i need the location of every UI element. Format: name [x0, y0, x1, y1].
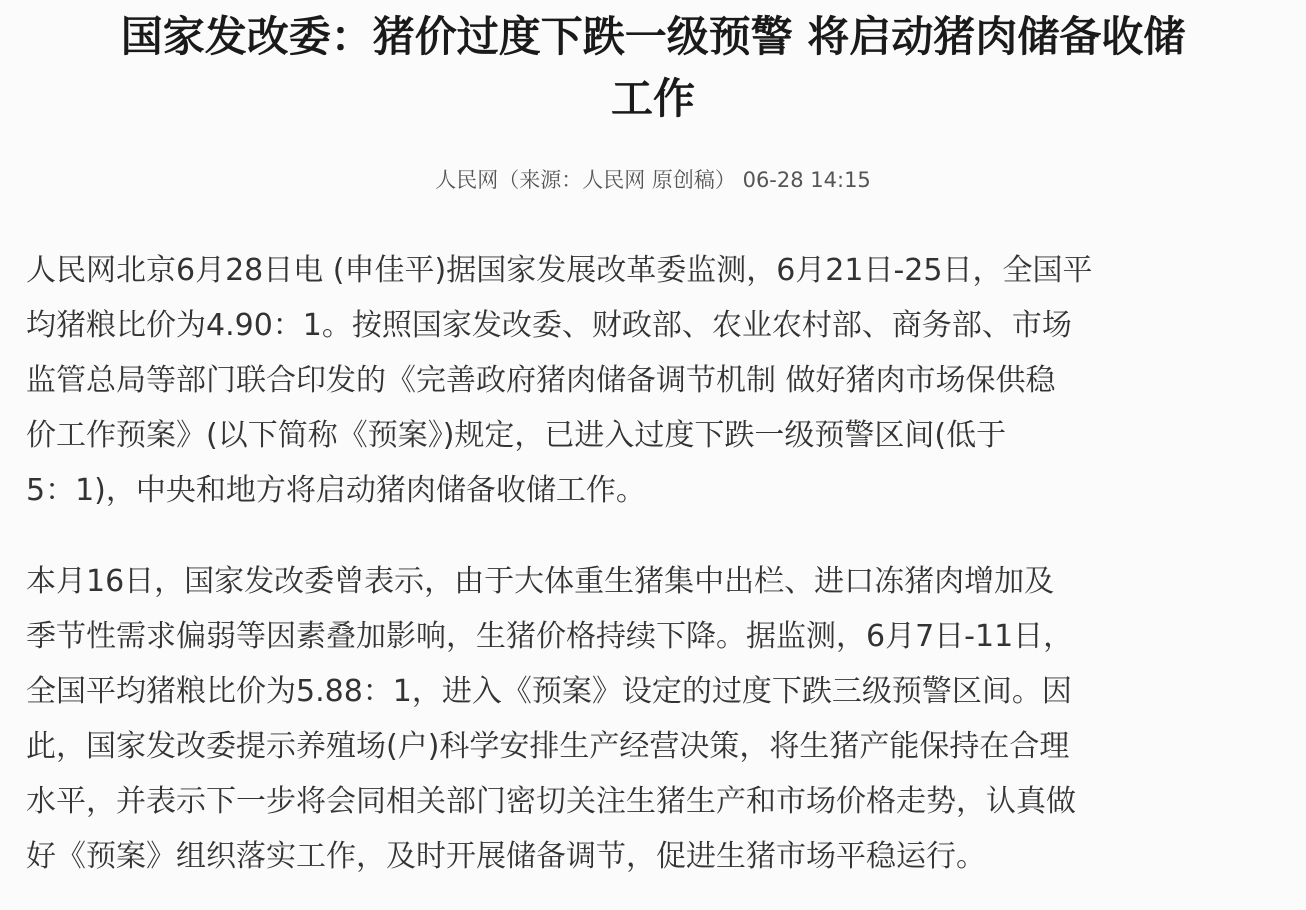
paragraph-line: 水平，并表示下一步将会同相关部门密切关注生猪生产和市场价格走势，认真做	[26, 784, 1076, 819]
meta-time: 06-28 14:15	[742, 168, 871, 192]
meta-origin: （来源：人民网 原创稿）	[498, 168, 736, 192]
article-paragraph	[26, 554, 1288, 884]
article-title	[40, 6, 1266, 130]
paragraph-line: 监管总局等部门联合印发的《完善政府猪肉储备调节机制 做好猪肉市场保供稳	[26, 363, 1056, 398]
article-title-line: 国家发改委：猪价过度下跌一级预警 将启动猪肉储备收储	[120, 12, 1186, 61]
article-meta	[0, 164, 1306, 196]
paragraph-line: 此，国家发改委提示养殖场(户)科学安排生产经营决策，将生猪产能保持在合理	[26, 729, 1070, 764]
paragraph-line: 全国平均猪粮比价为5.88：1，进入《预案》设定的过度下跌三级预警区间。因	[26, 674, 1072, 709]
paragraph-line: 人民网北京6月28日电 (申佳平)据国家发展改革委监测，6月21日-25日，全国平	[26, 253, 1093, 288]
paragraph-line: 本月16日，国家发改委曾表示，由于大体重生猪集中出栏、进口冻猪肉增加及	[26, 564, 1055, 599]
paragraph-line: 价工作预案》(以下简称《预案》)规定，已进入过度下跌一级预警区间(低于	[26, 418, 1007, 453]
meta-source-link[interactable]: 人民网	[435, 168, 499, 192]
paragraph-line: 好《预案》组织落实工作，及时开展储备调节，促进生猪市场平稳运行。	[26, 839, 986, 874]
article-title-line: 工作	[610, 74, 695, 123]
paragraph-line: 5：1)，中央和地方将启动猪肉储备收储工作。	[26, 473, 646, 508]
paragraph-line: 季节性需求偏弱等因素叠加影响，生猪价格持续下降。据监测，6月7日-11日，	[26, 619, 1074, 654]
paragraph-line: 均猪粮比价为4.90：1。按照国家发改委、财政部、农业农村部、商务部、市场	[26, 308, 1072, 343]
article-paragraph	[26, 243, 1288, 518]
